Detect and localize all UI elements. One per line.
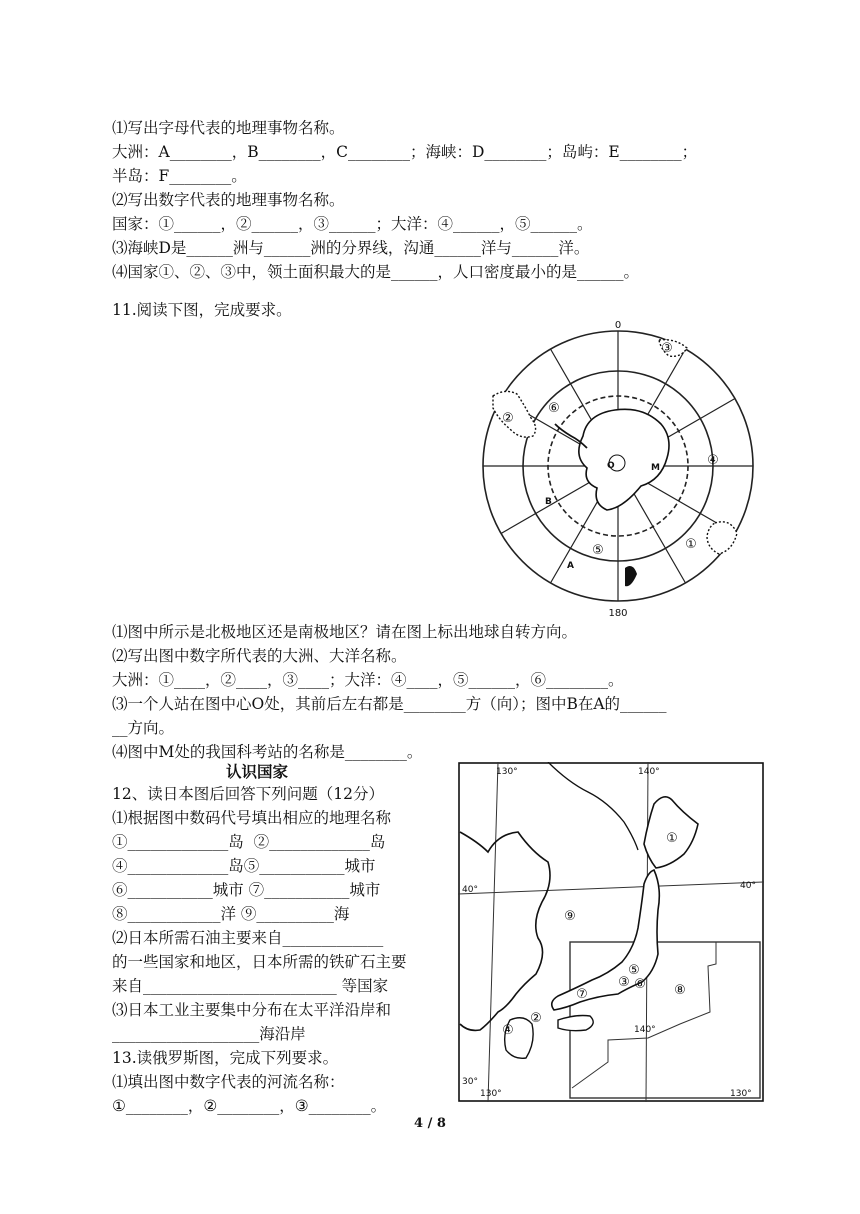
q12-row4: ⑧____________洋 ⑨__________海 (112, 905, 350, 923)
q10-part3: ⑶海峡D是______洲与______洲的分界线，沟通______洋与______洋。 (112, 239, 590, 257)
map-label-3: ③ (661, 341, 673, 356)
q12-title: 12、读日本图后回答下列问题（12分） (112, 785, 384, 803)
lon-130-right-label: 130° (730, 1089, 752, 1099)
page-number: 4 / 8 (414, 1116, 446, 1131)
map-label-2: ② (502, 411, 514, 426)
lat-40-left-label: 40° (462, 885, 478, 895)
q13-part1-answers: ①________，②________，③________。 (112, 1097, 387, 1115)
point-b-label: B (545, 497, 552, 507)
q11-part2-answers: 大洲：①____，②____，③____；大洋：④____，⑤______，⑥________。 (112, 671, 624, 689)
q11-part2: ⑵写出图中数字所代表的大洲、大洋名称。 (112, 647, 407, 665)
q12-row2: ④_____________岛⑤___________城市 (112, 857, 376, 875)
japan-label-1: ① (666, 831, 678, 846)
q11-part4: ⑷图中M处的我国科考站的名称是________。 (112, 743, 423, 761)
q10-part1: ⑴写出字母代表的地理事物名称。 (112, 119, 345, 137)
meridian-180-label: 180 (608, 608, 628, 618)
lat-30-left-label: 30° (462, 1077, 478, 1087)
station-m-label: M (651, 463, 660, 473)
q12-row1: ①_____________岛 ②_____________岛 (112, 833, 386, 851)
japan-label-7: ⑦ (576, 987, 588, 1002)
lat-40-right-label: 40° (740, 881, 756, 891)
q12-part1: ⑴根据图中数码代号填出相应的地理名称 (112, 809, 392, 827)
map-label-4: ④ (707, 453, 719, 468)
q11-title: 11.阅读下图，完成要求。 (112, 301, 292, 319)
q10-part1-peninsula: 半岛：F________。 (112, 167, 247, 185)
q10-part1-continents: 大洲：A________，B________，C________；海峡：D________；岛屿：E________； (112, 143, 698, 161)
q13-part1: ⑴填出图中数字代表的河流名称： (112, 1073, 345, 1091)
q11-part3: ⑶一个人站在图中心O处，其前后左右都是________方（向）；图中B在A的______ (112, 695, 667, 713)
q12-row3: ⑥___________城市 ⑦___________城市 (112, 881, 381, 899)
q12-part2b: 的一些国家和地区，日本所需的铁矿石主要 (112, 953, 407, 971)
q10-part2: ⑵写出数字代表的地理事物名称。 (112, 191, 345, 209)
q12-part3a: ⑶日本工业主要集中分布在太平洋沿岸和 (112, 1001, 392, 1019)
meridian-0-label: 0 (614, 320, 622, 331)
map-label-5: ⑤ (592, 543, 604, 558)
map-label-1: ① (685, 537, 697, 552)
center-o-label: O (607, 461, 615, 471)
antarctic-polar-map (475, 318, 760, 618)
japan-label-9: ⑨ (564, 909, 576, 924)
japan-label-5: ⑤ (628, 963, 640, 978)
q12-part2a: ⑵日本所需石油主要来自_____________ (112, 929, 384, 947)
q13-title: 13.读俄罗斯图，完成下列要求。 (112, 1049, 339, 1067)
q10-part4: ⑷国家①、②、③中，领土面积最大的是______，人口密度最小的是______。 (112, 263, 640, 281)
japan-label-4: ④ (502, 1023, 514, 1038)
lon-140-top-label: 140° (638, 767, 660, 777)
q12-part3b: ___________________海沿岸 (112, 1025, 306, 1043)
q11-part3-continued: __方向。 (112, 719, 175, 737)
japan-label-2: ② (530, 1011, 542, 1026)
section-title: 认识国家 (226, 762, 289, 781)
q10-part2-countries: 国家：①______，②______，③______；大洋：④______，⑤______。 (112, 215, 593, 233)
japan-label-6: ⑥ (634, 977, 646, 992)
q12-part2c: 来自_________________________ 等国家 (112, 977, 389, 995)
japan-label-8: ⑧ (674, 983, 686, 998)
japan-label-3: ③ (618, 975, 630, 990)
map-label-6: ⑥ (548, 401, 560, 416)
lon-140-mid-label: 140° (634, 1025, 656, 1035)
japan-map (458, 762, 764, 1102)
lon-130-top-label: 130° (496, 767, 518, 777)
point-a-label: A (567, 561, 574, 571)
lon-130-bottom-label: 130° (480, 1089, 502, 1099)
q11-part1: ⑴图中所示是北极地区还是南极地区？请在图上标出地球自转方向。 (112, 623, 578, 641)
